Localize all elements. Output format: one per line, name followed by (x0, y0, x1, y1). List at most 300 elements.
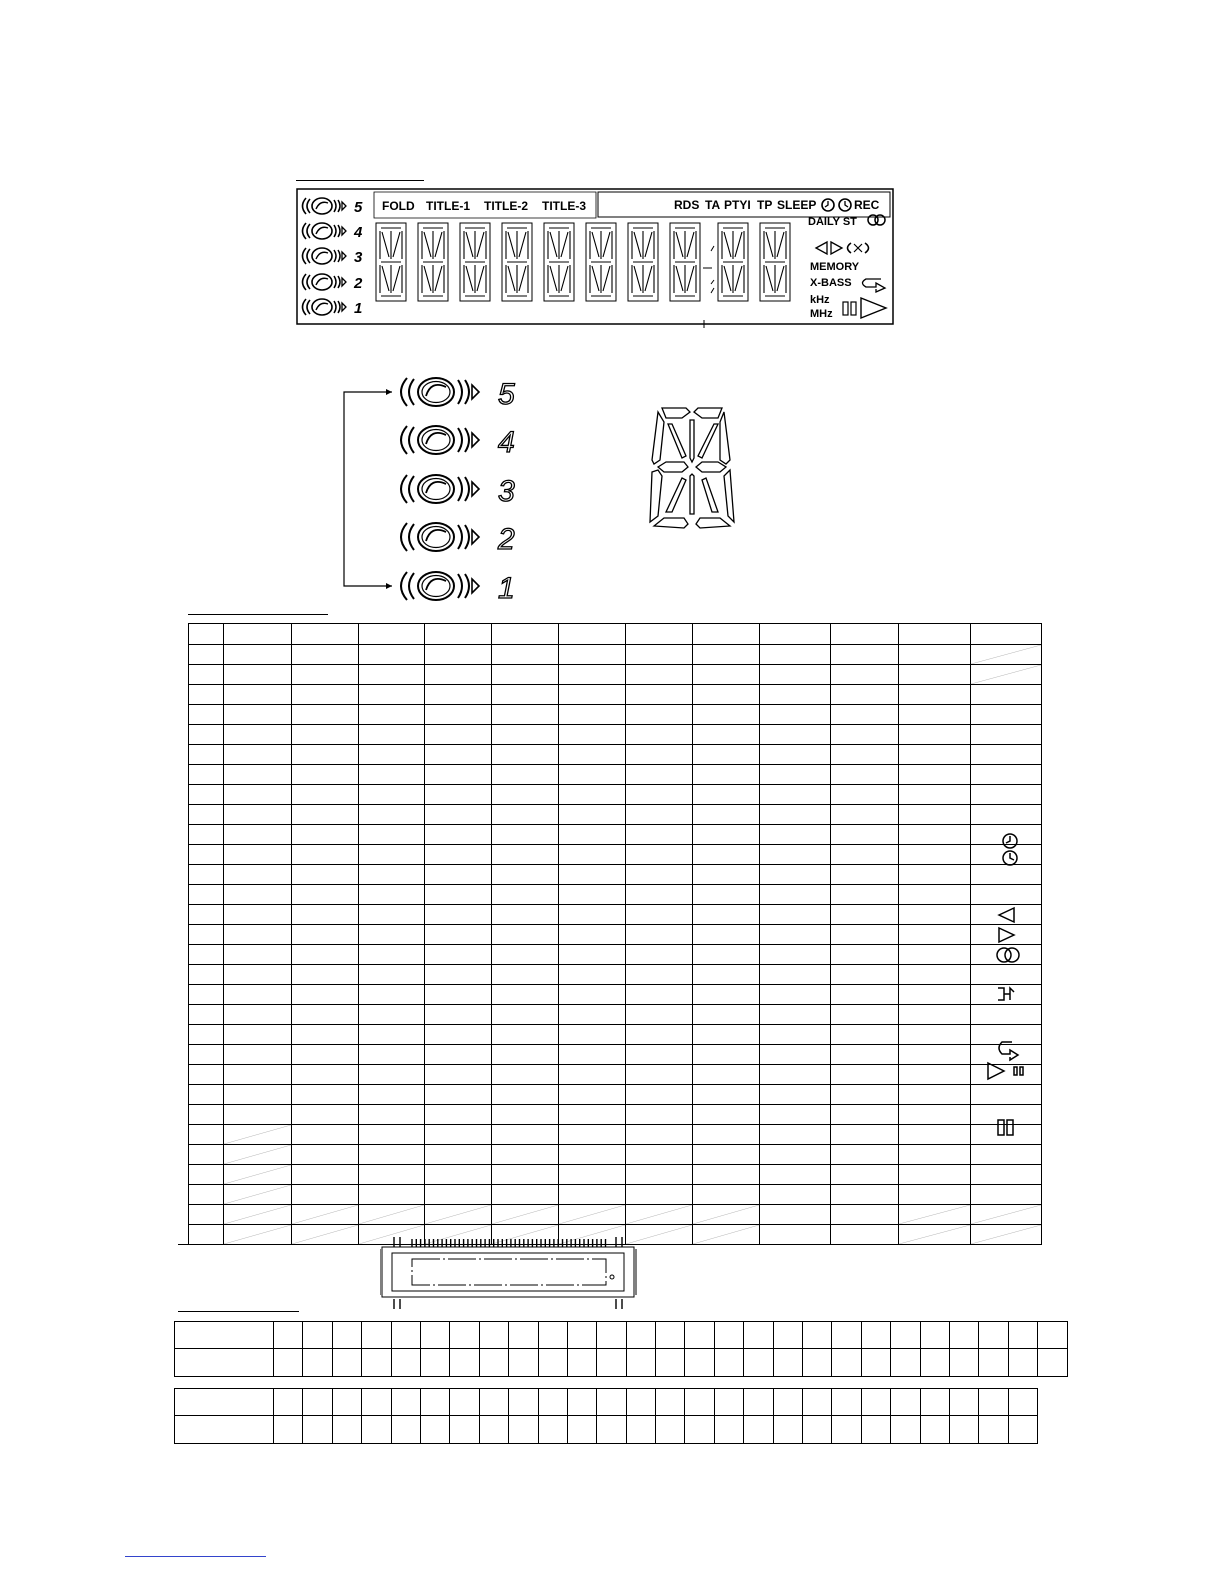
table-cell (693, 965, 760, 985)
table-cell (760, 765, 831, 785)
table-cell (693, 765, 760, 785)
label-mhz: MHz (810, 308, 833, 320)
table-cell (292, 1145, 359, 1165)
table-cell (760, 845, 831, 865)
table-cell (971, 645, 1042, 665)
table-cell (891, 1322, 920, 1349)
table-row (189, 1065, 1042, 1085)
table-cell (626, 645, 693, 665)
table-row (189, 825, 1042, 845)
table-cell (949, 1389, 978, 1416)
table-cell (189, 1045, 224, 1065)
table-cell (760, 1025, 831, 1045)
table-row (189, 845, 1042, 865)
table-cell (189, 945, 224, 965)
table-cell (760, 725, 831, 745)
table-cell (492, 785, 559, 805)
table-cell (559, 665, 626, 685)
table-cell (1038, 1322, 1067, 1349)
table-cell (292, 885, 359, 905)
table-cell (693, 645, 760, 665)
table-cell (626, 1389, 655, 1416)
label-fold: FOLD (382, 199, 415, 213)
table-cell (420, 1322, 449, 1349)
table-cell (359, 1185, 425, 1205)
table-cell (450, 1416, 479, 1444)
table-cell (971, 725, 1042, 745)
table-cell (831, 745, 899, 765)
table-cell (760, 1185, 831, 1205)
table-cell (861, 1322, 890, 1349)
table-cell (971, 665, 1042, 685)
table-cell (224, 1065, 292, 1085)
table-cell (597, 1349, 626, 1377)
table-cell (189, 965, 224, 985)
table-cell (567, 1349, 596, 1377)
table-cell (359, 1105, 425, 1125)
table-cell (693, 825, 760, 845)
table-cell (949, 1322, 978, 1349)
table-cell (425, 1045, 492, 1065)
table-row (189, 624, 1042, 645)
table-cell (224, 985, 292, 1005)
table-cell (189, 685, 224, 705)
table-cell (332, 1322, 361, 1349)
table-cell (450, 1322, 479, 1349)
section-header-line-pins (178, 1311, 299, 1312)
table-cell (626, 665, 693, 685)
table-cell (391, 1322, 420, 1349)
table-cell (274, 1389, 303, 1416)
table-cell (1008, 1322, 1037, 1349)
table-cell (626, 1165, 693, 1185)
table-cell (509, 1322, 538, 1349)
table-cell (391, 1416, 420, 1444)
table-cell (224, 725, 292, 745)
table-cell (224, 645, 292, 665)
table-cell (760, 745, 831, 765)
table-cell (693, 624, 760, 645)
table-cell (492, 665, 559, 685)
table-row (189, 1185, 1042, 1205)
table-cell (492, 765, 559, 785)
table-cell (359, 965, 425, 985)
table-cell (861, 1389, 890, 1416)
table-cell (760, 965, 831, 985)
table-cell (359, 1005, 425, 1025)
table-cell (831, 945, 899, 965)
table-cell (979, 1322, 1008, 1349)
table-cell (492, 825, 559, 845)
label-ptyi: PTYI (724, 198, 751, 212)
table-cell (831, 1105, 899, 1125)
table-cell (479, 1416, 508, 1444)
table-cell (359, 1125, 425, 1145)
table-cell (949, 1349, 978, 1377)
table-cell (559, 925, 626, 945)
table-cell (626, 745, 693, 765)
table-cell (773, 1416, 802, 1444)
label-daily-st: DAILY ST (808, 216, 857, 228)
table-cell (559, 965, 626, 985)
table-cell (626, 945, 693, 965)
table-row (189, 745, 1042, 765)
table-cell (189, 1105, 224, 1125)
table-cell (567, 1416, 596, 1444)
footer-link-line (125, 1556, 266, 1557)
table-cell (359, 1145, 425, 1165)
table-cell (714, 1322, 743, 1349)
table-cell (274, 1349, 303, 1377)
fl-display-panel (296, 188, 896, 328)
table-cell (189, 785, 224, 805)
table-row (189, 805, 1042, 825)
label-title-3: TITLE-3 (542, 199, 586, 213)
table-cell (492, 1105, 559, 1125)
table-cell (224, 1145, 292, 1165)
table-cell (831, 645, 899, 665)
table-cell (626, 1085, 693, 1105)
table-cell (971, 785, 1042, 805)
table-cell (899, 1225, 971, 1245)
label-ta: TA (705, 198, 721, 212)
table-cell (479, 1389, 508, 1416)
table-cell (693, 1185, 760, 1205)
table-cell (332, 1389, 361, 1416)
table-cell (760, 1125, 831, 1145)
table-cell (971, 1205, 1042, 1225)
table-cell (831, 885, 899, 905)
table-cell (693, 1065, 760, 1085)
table-cell (899, 1205, 971, 1225)
table-cell (292, 825, 359, 845)
table-cell (420, 1389, 449, 1416)
table-cell (189, 925, 224, 945)
table-cell (656, 1416, 685, 1444)
table-cell (224, 945, 292, 965)
table-cell (292, 1185, 359, 1205)
table-cell (831, 624, 899, 645)
table-cell (656, 1322, 685, 1349)
label-rds: RDS (674, 198, 700, 212)
table-cell (224, 1165, 292, 1185)
table-cell (899, 1065, 971, 1085)
table-cell (979, 1389, 1008, 1416)
table-cell (189, 645, 224, 665)
table-cell (714, 1389, 743, 1416)
table-row (189, 705, 1042, 725)
table-cell (292, 805, 359, 825)
table-cell (450, 1389, 479, 1416)
table-row (189, 885, 1042, 905)
table-row (189, 1025, 1042, 1045)
table-cell (224, 745, 292, 765)
table-cell (538, 1322, 567, 1349)
disc-number-1: 1 (354, 300, 363, 317)
table-cell (359, 945, 425, 965)
table-row (189, 765, 1042, 785)
table-cell (693, 925, 760, 945)
table-cell (391, 1389, 420, 1416)
table-cell (292, 965, 359, 985)
table-cell (559, 865, 626, 885)
table-cell (899, 1125, 971, 1145)
table-cell (492, 865, 559, 885)
table-cell (292, 725, 359, 745)
table-cell (425, 1145, 492, 1165)
table-cell (492, 885, 559, 905)
table-cell (509, 1349, 538, 1377)
table-cell (714, 1349, 743, 1377)
table-cell (425, 1065, 492, 1085)
double-circle-icon (997, 948, 1019, 962)
table-cell (492, 1185, 559, 1205)
table-row (189, 685, 1042, 705)
table-cell (832, 1416, 861, 1444)
table-cell (292, 985, 359, 1005)
table-cell (559, 785, 626, 805)
table-cell (567, 1389, 596, 1416)
table-cell (656, 1349, 685, 1377)
table-cell (479, 1349, 508, 1377)
table-cell (359, 725, 425, 745)
table-cell (760, 865, 831, 885)
table-cell (292, 1045, 359, 1065)
table-cell (292, 685, 359, 705)
table-cell (492, 925, 559, 945)
table-cell (292, 865, 359, 885)
table-cell (899, 1085, 971, 1105)
table-cell (831, 1145, 899, 1165)
table-cell (979, 1416, 1008, 1444)
table-cell (760, 805, 831, 825)
table-cell (626, 1065, 693, 1085)
table-cell (189, 725, 224, 745)
table-cell (971, 765, 1042, 785)
table-cell (189, 745, 224, 765)
table-cell (224, 845, 292, 865)
table-cell (831, 1205, 899, 1225)
table-cell (899, 785, 971, 805)
table-cell (224, 805, 292, 825)
table-cell (899, 905, 971, 925)
table-cell (559, 1025, 626, 1045)
big-disc-number-3: 3 (498, 475, 515, 508)
table-cell (292, 1205, 359, 1225)
table-cell (693, 685, 760, 705)
table-cell (567, 1322, 596, 1349)
table-cell (744, 1349, 773, 1377)
disc-rotation-diagram (336, 372, 536, 612)
table-cell (831, 1065, 899, 1085)
table-cell (359, 1065, 425, 1085)
table-cell (425, 1025, 492, 1045)
table-cell (899, 825, 971, 845)
table-cell (292, 1165, 359, 1185)
table-cell (693, 1025, 760, 1045)
table-cell (760, 705, 831, 725)
table-cell (559, 1145, 626, 1165)
table-cell (425, 845, 492, 865)
table-cell (899, 1045, 971, 1065)
table-cell (831, 1025, 899, 1045)
table-cell (359, 865, 425, 885)
table-cell (744, 1389, 773, 1416)
table-cell (773, 1349, 802, 1377)
double-circle-icon (868, 215, 885, 225)
segment-digits (376, 223, 790, 301)
table-cell (359, 745, 425, 765)
table-cell (831, 1005, 899, 1025)
table-cell (189, 865, 224, 885)
table-cell (292, 645, 359, 665)
table-cell (1008, 1349, 1037, 1377)
table-cell (626, 624, 693, 645)
table-cell (559, 885, 626, 905)
table-cell (760, 685, 831, 705)
table-cell (899, 1185, 971, 1205)
table-cell (359, 885, 425, 905)
table-cell (559, 1205, 626, 1225)
table-cell (899, 624, 971, 645)
table-row (189, 725, 1042, 745)
table-cell (224, 1225, 292, 1245)
table-cell (760, 624, 831, 645)
table-cell (693, 1105, 760, 1125)
table-cell (359, 765, 425, 785)
table-cell (292, 624, 359, 645)
table-cell (492, 945, 559, 965)
table-cell (559, 825, 626, 845)
table-cell (425, 985, 492, 1005)
table-cell (1038, 1349, 1067, 1377)
table-cell (425, 805, 492, 825)
table-cell (175, 1416, 274, 1444)
table-cell (693, 1225, 760, 1245)
clock-icon (822, 199, 851, 211)
table-cell (626, 865, 693, 885)
table-cell (971, 685, 1042, 705)
table-cell (420, 1349, 449, 1377)
table-cell (831, 1045, 899, 1065)
table-cell (189, 1205, 224, 1225)
pin-table-2 (174, 1388, 1038, 1444)
table-cell (362, 1322, 391, 1349)
disc-number-2: 2 (354, 275, 363, 292)
segment-digit-detail (644, 404, 740, 534)
table-cell (189, 1125, 224, 1145)
table-cell (693, 945, 760, 965)
table-cell (685, 1349, 714, 1377)
table-cell (224, 1185, 292, 1205)
table-cell (189, 885, 224, 905)
table-cell (626, 765, 693, 785)
table-cell (693, 885, 760, 905)
table-cell (359, 1045, 425, 1065)
table-cell (626, 1005, 693, 1025)
table-cell (831, 805, 899, 825)
table-cell (189, 765, 224, 785)
table-cell (831, 845, 899, 865)
table-cell (189, 1025, 224, 1045)
table-cell (559, 1045, 626, 1065)
repeat-arrow-icon (999, 1042, 1018, 1060)
table-row (175, 1349, 1068, 1377)
table-cell (492, 645, 559, 665)
table-cell (492, 905, 559, 925)
table-cell (559, 1185, 626, 1205)
table-cell (831, 985, 899, 1005)
table-cell (559, 765, 626, 785)
table-cell (559, 725, 626, 745)
table-cell (224, 1205, 292, 1225)
table-cell (538, 1416, 567, 1444)
table-cell (425, 885, 492, 905)
table-cell (899, 705, 971, 725)
table-cell (224, 905, 292, 925)
table-cell (760, 925, 831, 945)
table-cell (359, 825, 425, 845)
table-cell (189, 1165, 224, 1185)
table-cell (189, 805, 224, 825)
table-cell (920, 1349, 949, 1377)
triangle-left-icon (999, 908, 1014, 922)
table-cell (425, 745, 492, 765)
table-row (189, 1125, 1042, 1145)
table-cell (760, 1045, 831, 1065)
table-cell (831, 785, 899, 805)
table-cell (492, 1145, 559, 1165)
table-cell (626, 1205, 693, 1225)
table-cell (224, 705, 292, 725)
table-cell (425, 825, 492, 845)
table-cell (597, 1416, 626, 1444)
table-cell (303, 1322, 332, 1349)
label-title-2: TITLE-2 (484, 199, 528, 213)
table-cell (831, 1185, 899, 1205)
table-cell (492, 845, 559, 865)
table-cell (626, 825, 693, 845)
table-cell (773, 1322, 802, 1349)
table-cell (292, 905, 359, 925)
table-cell (831, 925, 899, 945)
table-row (189, 785, 1042, 805)
label-khz: kHz (810, 294, 830, 306)
label-title-1: TITLE-1 (426, 199, 470, 213)
table-cell (492, 1125, 559, 1145)
table-cell (899, 1005, 971, 1025)
vfd-outline-drawing (380, 1237, 640, 1311)
table-cell (979, 1349, 1008, 1377)
table-cell (274, 1416, 303, 1444)
segment-grid-table (188, 623, 1042, 1245)
table-cell (760, 1165, 831, 1185)
table-cell (559, 1165, 626, 1185)
table-cell (760, 1145, 831, 1165)
table-cell (693, 905, 760, 925)
table-cell (359, 985, 425, 1005)
table-cell (831, 725, 899, 745)
table-cell (189, 825, 224, 845)
table-row (189, 1005, 1042, 1025)
table-cell (744, 1416, 773, 1444)
table-cell (359, 624, 425, 645)
pause-icon (998, 1120, 1013, 1135)
vfd-mark-icon (998, 988, 1014, 1000)
table-cell (425, 1165, 492, 1185)
table-cell (492, 745, 559, 765)
table-cell (224, 885, 292, 905)
